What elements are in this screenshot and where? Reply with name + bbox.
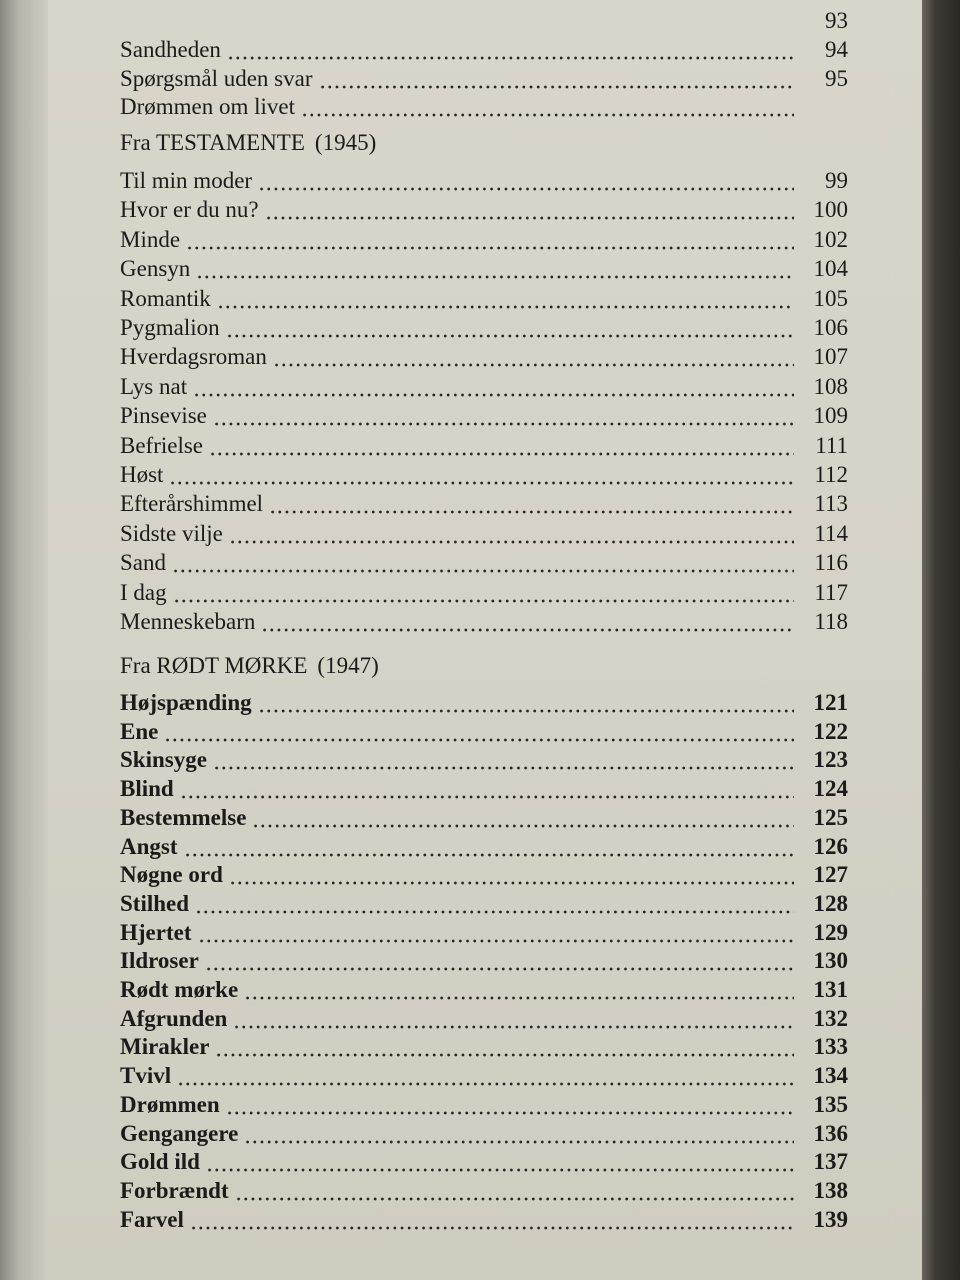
toc-entry [120,550,848,580]
toc-entry [120,776,848,806]
toc-entry-title: Pinsevise [120,403,207,429]
toc-entry-leader [186,246,794,250]
toc-entry-title: Ene [120,718,159,744]
toc-entry-leader [173,599,794,603]
toc-entry-leader [269,510,794,514]
toc-entry-leader [177,1082,794,1086]
toc-entry-title: Tvivl [120,1063,172,1089]
toc-entry-leader [261,628,794,632]
toc-entry-title: Gold ild [120,1149,200,1175]
toc-entry-leader [213,766,794,770]
toc-entry-page: 114 [814,520,848,546]
toc-entry-page: 102 [813,226,848,252]
toc-entry [120,256,848,286]
toc-entry [120,862,848,892]
toc-entry-leader [226,334,794,338]
toc-entry-title: Lys nat [120,373,188,399]
toc-entry-page: 118 [814,609,848,634]
toc-entry-leader [206,1168,794,1172]
toc-entry-title: Gensyn [120,256,191,282]
toc-entry-page: 109 [813,403,848,429]
toc-entry-title: Gengangere [120,1120,239,1146]
toc-entry-title: Farvel [120,1206,184,1232]
toc-entry-page: 128 [813,890,848,916]
toc-entry-leader [258,187,794,191]
toc-entry-title: Hverdagsroman [120,344,267,370]
toc-entry-leader [301,113,794,117]
toc-entry-leader [217,305,794,309]
toc-entry-title: Angst [120,833,178,859]
toc-entry [120,1178,848,1208]
toc-entry-title: Bestemmelse [120,804,247,830]
toc-entry-title: Mirakler [120,1034,210,1060]
toc-entry-leader [193,393,794,397]
toc-entry-page: 131 [813,977,848,1002]
toc-entry-page: 104 [813,256,848,282]
toc-entry-page: 127 [813,862,848,888]
toc-entry-leader [273,363,794,367]
toc-entry-page: 133 [813,1034,848,1060]
toc-entry-title: I dag [120,579,167,605]
toc-entry-title: Rødt mørke [120,977,239,1002]
toc-entry-page: 129 [813,919,848,945]
toc-entry-page: 123 [813,747,848,773]
toc-entry-page: 126 [813,833,848,859]
toc-entry [120,609,848,639]
toc-entry-leader [184,853,794,857]
toc-entry [120,690,848,720]
toc-entry [120,168,848,198]
toc-entry-leader [233,1025,794,1029]
toc-entry [120,977,848,1007]
toc-entry [120,227,848,257]
toc-entry-leader [252,824,794,828]
toc-entry-title: Spørgsmål uden svar [120,66,313,91]
toc-entry-title: Minde [120,226,181,252]
toc-entry-title: Høst [120,462,164,487]
toc-entry [120,94,848,124]
toc-entry-page: 136 [813,1120,848,1146]
toc-entry-page: 135 [813,1091,848,1117]
toc-entry [120,433,848,463]
toc-entry-page: 105 [813,285,848,311]
toc-entry-leader [190,1226,794,1230]
toc-entry [120,403,848,433]
section-heading [120,653,379,679]
toc-entry-page: 93 [825,8,848,33]
toc-entry-page: 122 [813,718,848,744]
toc-entry-page: 117 [814,579,848,605]
toc-entry [120,286,848,316]
toc-entry-title: Stilhed [120,890,190,916]
toc-entry-leader [172,569,794,573]
toc-entry-leader [164,738,794,742]
toc-entry-leader [244,996,794,1000]
toc-entry [120,1149,848,1179]
toc-entry-leader [215,1053,794,1057]
toc-entry-leader [235,1197,794,1201]
toc-entry [120,948,848,978]
toc-entry-title: Hvor er du nu? [120,197,259,223]
toc-entry-title: Højspænding [120,690,252,715]
toc-entry-title: Pygmalion [120,315,220,340]
toc-entry [120,1092,848,1122]
toc-entry-title: Efterårshimmel [120,491,264,517]
toc-entry-leader [180,795,794,799]
toc-entry-page: 111 [815,432,848,458]
toc-entry [120,66,848,96]
toc-entry-title: Menneskebarn [120,609,256,634]
toc-entry-leader [258,709,794,713]
section-heading-title: Fra TESTAMENTE [120,130,305,155]
toc-entry [120,719,848,749]
toc-entry [120,374,848,404]
toc-entry-page: 99 [825,168,848,193]
section-heading-year: (1947) [317,653,379,678]
toc-entry [120,1034,848,1064]
toc-entry-page: 106 [813,315,848,340]
toc-entry-leader [319,85,794,89]
toc-entry-title: Til min moder [120,168,253,193]
toc-entry [120,462,848,492]
toc-entry-title: Sandheden [120,37,221,62]
toc-entry-leader [195,910,794,914]
toc-entry-title: Drømmen [120,1091,220,1117]
toc-entry [120,315,848,345]
toc-entry-leader [227,56,794,60]
toc-entry-page: 130 [813,948,848,974]
toc-entry-title: Skinsyge [120,747,207,773]
toc-entry-title: Sidste vilje [120,520,223,546]
toc-entry [120,805,848,835]
toc-entry-leader [265,216,794,220]
toc-entry-page: 95 [825,66,848,91]
toc-entry [120,491,848,521]
toc-entry [120,8,848,38]
toc-entry-title: Ildroser [120,948,199,974]
toc-entry [120,1121,848,1151]
toc-entry-page: 124 [813,776,848,802]
section-heading-title: Fra RØDT MØRKE [120,653,308,678]
section-heading [120,130,376,156]
book-edge [922,0,960,1280]
toc-entry [120,747,848,777]
toc-entry-title: Romantik [120,285,211,311]
toc-entry [120,197,848,227]
toc-entry [120,1207,848,1237]
toc-entry-page: 134 [813,1063,848,1089]
toc-entry-leader [226,1111,794,1115]
toc-entry-leader [196,275,794,279]
page-gutter-shadow [0,0,48,1280]
toc-entry-leader [209,452,794,456]
toc-entry-page: 113 [814,491,848,517]
toc-entry-title: Nøgne ord [120,862,223,888]
toc-entry-page: 108 [813,373,848,399]
toc-entry [120,1006,848,1036]
toc-entry-page: 94 [825,37,848,62]
toc-entry-title: Forbrændt [120,1177,229,1203]
toc-entry-page: 132 [813,1005,848,1031]
toc-entry-leader [213,422,794,426]
toc-entry-leader [244,1140,794,1144]
toc-entry [120,1063,848,1093]
toc-entry-leader [205,967,794,971]
toc-entry-page: 100 [813,197,848,223]
toc-entry-page: 112 [814,462,848,487]
toc-entry [120,521,848,551]
toc-entry-leader [169,481,794,485]
toc-entry-page: 137 [813,1149,848,1175]
toc-entry [120,891,848,921]
toc-entry-page: 139 [813,1206,848,1232]
toc-entry-page: 116 [814,550,848,576]
toc-entry-leader [198,939,795,943]
toc-entry [120,580,848,610]
toc-entry-page: 121 [813,690,848,715]
toc-entry-title: Afgrunden [120,1005,228,1031]
toc-entry-page: 125 [813,804,848,830]
toc-entry-leader [229,881,794,885]
toc-entry [120,920,848,950]
toc-entry [120,834,848,864]
toc-entry-title: Blind [120,776,174,802]
toc-entry [120,344,848,374]
toc-entry-leader [229,540,794,544]
toc-entry-page: 138 [813,1177,848,1203]
toc-entry-title: Befrielse [120,432,204,458]
toc-entry-page: 107 [813,344,848,370]
toc-entry-title: Drømmen om livet [120,94,296,119]
section-heading-year: (1945) [314,130,377,155]
toc-entry [120,37,848,67]
toc-entry-title: Hjertet [120,919,192,945]
toc-entry-title: Sand [120,550,166,576]
